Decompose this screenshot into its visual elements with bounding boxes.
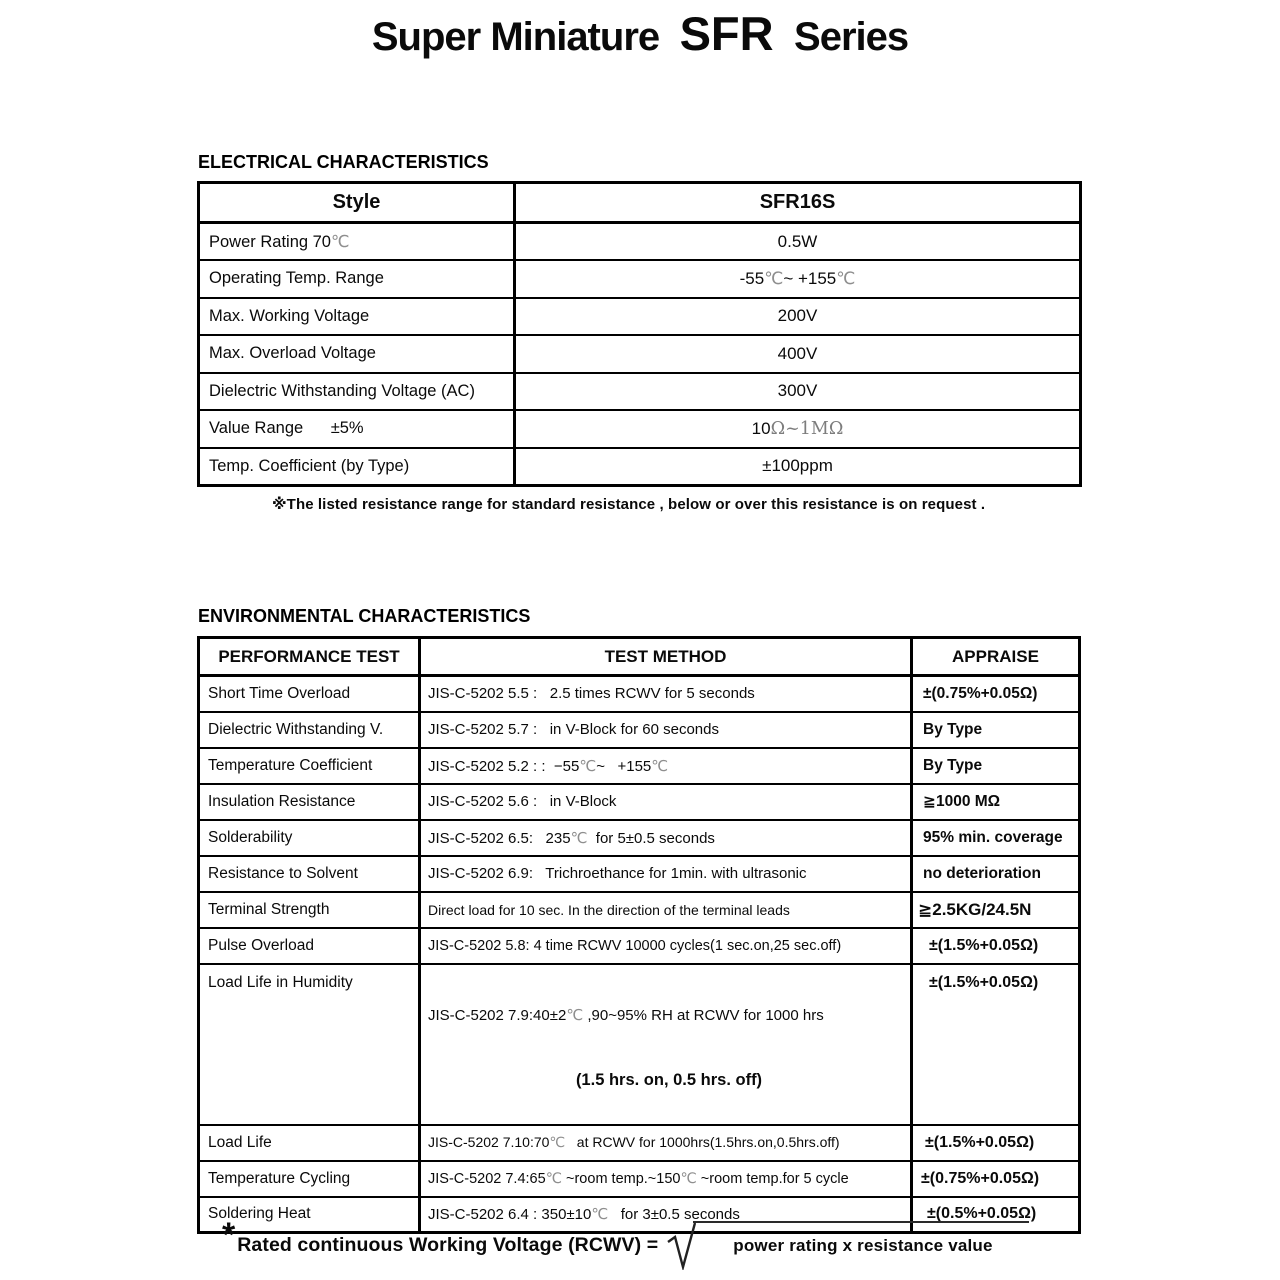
- spec-label: Power Rating 70℃: [199, 223, 515, 261]
- appraise-cell: 95% min. coverage: [912, 820, 1080, 856]
- test-method-header-cell: TEST METHOD: [420, 638, 912, 676]
- performance-test-header-cell: PERFORMANCE TEST: [199, 638, 420, 676]
- square-root-icon: [666, 1220, 696, 1275]
- table-row: [199, 448, 1081, 486]
- table-row: [199, 223, 1081, 261]
- spec-label: Max. Working Voltage: [199, 298, 515, 336]
- test-method-cell: JIS-C-5202 6.9: Trichroethance for 1min. with ultrasonic: [420, 856, 912, 892]
- test-name-cell: Terminal Strength: [199, 892, 420, 928]
- value-range-ohms: Ω~1MΩ: [770, 418, 844, 439]
- test-name-cell: Solderability: [199, 820, 420, 856]
- title-part-sfr: SFR: [679, 7, 774, 60]
- table-row: [199, 1125, 1080, 1161]
- electrical-characteristics-heading: ELECTRICAL CHARACTERISTICS: [198, 152, 489, 172]
- test-method-line1: JIS-C-5202 7.9:40±2℃ ,90~95% RH at RCWV for 1000 hrs: [428, 1006, 824, 1024]
- page-title: [0, 6, 1280, 61]
- environmental-characteristics-table: [197, 636, 1081, 1234]
- appraise-cell: By Type: [912, 712, 1080, 748]
- value-range-number: 10: [751, 418, 771, 438]
- appraise-cell: ±(1.5%+0.05Ω): [912, 1125, 1080, 1161]
- appraise-cell: ±(1.5%+0.05Ω): [912, 928, 1080, 964]
- test-method-cell: JIS-C-5202 6.4 : 350±10℃ for 3±0.5 seconds: [420, 1197, 912, 1233]
- table-row: [199, 748, 1080, 784]
- test-method-cell: JIS-C-5202 7.10:70℃ at RCWV for 1000hrs(1.5hrs.on,0.5hrs.off): [420, 1125, 912, 1161]
- appraise-cell: no deterioration: [912, 856, 1080, 892]
- table-row: [199, 784, 1080, 820]
- table-row: [199, 1161, 1080, 1197]
- rcwv-formula: [222, 1216, 1029, 1275]
- test-name-cell: Soldering Heat: [199, 1197, 420, 1233]
- test-name-cell: Temperature Coefficient: [199, 748, 420, 784]
- table-row: [199, 298, 1081, 336]
- test-method-cell: [420, 964, 912, 1125]
- test-method-cell: JIS-C-5202 5.6 : in V-Block: [420, 784, 912, 820]
- test-name-cell: Short Time Overload: [199, 676, 420, 712]
- appraise-cell: ±(0.75%+0.05Ω): [912, 676, 1080, 712]
- appraise-cell: ≧1000 MΩ: [912, 784, 1080, 820]
- appraise-cell: ±(1.5%+0.05Ω): [912, 964, 1080, 1125]
- test-method-cell: JIS-C-5202 6.5: 235℃ for 5±0.5 seconds: [420, 820, 912, 856]
- spec-label: Operating Temp. Range: [199, 260, 515, 298]
- test-name-cell: Load Life in Humidity: [199, 964, 420, 1125]
- table-row: [199, 410, 1081, 448]
- environmental-characteristics-heading: ENVIRONMENTAL CHARACTERISTICS: [198, 606, 531, 626]
- electrical-header-row: [199, 183, 1081, 223]
- test-method-cell: JIS-C-5202 5.2 : : −55℃~ +155℃: [420, 748, 912, 784]
- title-part-series: Series: [794, 15, 909, 59]
- table-row: [199, 712, 1080, 748]
- model-header-cell: SFR16S: [515, 183, 1081, 223]
- table-row: [199, 892, 1080, 928]
- table-row: [199, 964, 1080, 1125]
- spec-value: 400V: [515, 335, 1081, 373]
- spec-value: 300V: [515, 373, 1081, 411]
- electrical-characteristics-table: [197, 181, 1082, 487]
- table-row: [199, 676, 1080, 712]
- table-row: [199, 856, 1080, 892]
- test-method-cell: JIS-C-5202 7.4:65℃ ~room temp.~150℃ ~room temp.for 5 cycle: [420, 1161, 912, 1197]
- title-part-super-miniature: Super Miniature: [371, 15, 660, 59]
- appraise-header-cell: APPRAISE: [912, 638, 1080, 676]
- test-method-cell: JIS-C-5202 5.8: 4 time RCWV 10000 cycles(1 sec.on,25 sec.off): [420, 928, 912, 964]
- test-name-cell: Dielectric Withstanding V.: [199, 712, 420, 748]
- test-name-cell: Resistance to Solvent: [199, 856, 420, 892]
- appraise-cell: ±(0.5%+0.05Ω): [912, 1197, 1080, 1233]
- table-row: [199, 260, 1081, 298]
- spec-label: Temp. Coefficient (by Type): [199, 448, 515, 486]
- spec-value: 0.5W: [515, 223, 1081, 261]
- rcwv-formula-expression: power rating x resistance value: [693, 1221, 1028, 1260]
- electrical-footnote: ※The listed resistance range for standard resistance , below or over this resistance is on request .: [272, 496, 986, 513]
- test-name-cell: Pulse Overload: [199, 928, 420, 964]
- rcwv-formula-label: Rated continuous Working Voltage (RCWV) =: [237, 1234, 659, 1256]
- spec-value: 200V: [515, 298, 1081, 336]
- test-name-cell: Insulation Resistance: [199, 784, 420, 820]
- spec-label: Max. Overload Voltage: [199, 335, 515, 373]
- test-method-cell: JIS-C-5202 5.7 : in V-Block for 60 seconds: [420, 712, 912, 748]
- test-name-cell: Load Life: [199, 1125, 420, 1161]
- test-method-cell: Direct load for 10 sec. In the direction of the terminal leads: [420, 892, 912, 928]
- table-row: [199, 928, 1080, 964]
- spec-value: -55℃~ +155℃: [515, 260, 1081, 298]
- spec-label: Dielectric Withstanding Voltage (AC): [199, 373, 515, 411]
- environmental-header-row: [199, 638, 1080, 676]
- spec-label: Value Range ±5%: [199, 410, 515, 448]
- spec-value: ±100ppm: [515, 448, 1081, 486]
- table-row: [199, 820, 1080, 856]
- appraise-cell: By Type: [912, 748, 1080, 784]
- appraise-cell: ≧2.5KG/24.5N: [912, 892, 1080, 928]
- style-header-cell: Style: [199, 183, 515, 223]
- test-method-cell: JIS-C-5202 5.5 : 2.5 times RCWV for 5 seconds: [420, 676, 912, 712]
- spec-value: [515, 410, 1081, 448]
- test-name-cell: Temperature Cycling: [199, 1161, 420, 1197]
- test-method-line2: (1.5 hrs. on, 0.5 hrs. off): [575, 1070, 763, 1089]
- appraise-cell: ±(0.75%+0.05Ω): [912, 1161, 1080, 1197]
- table-row: [199, 373, 1081, 411]
- table-row: [199, 335, 1081, 373]
- asterisk-mark: *: [222, 1216, 236, 1254]
